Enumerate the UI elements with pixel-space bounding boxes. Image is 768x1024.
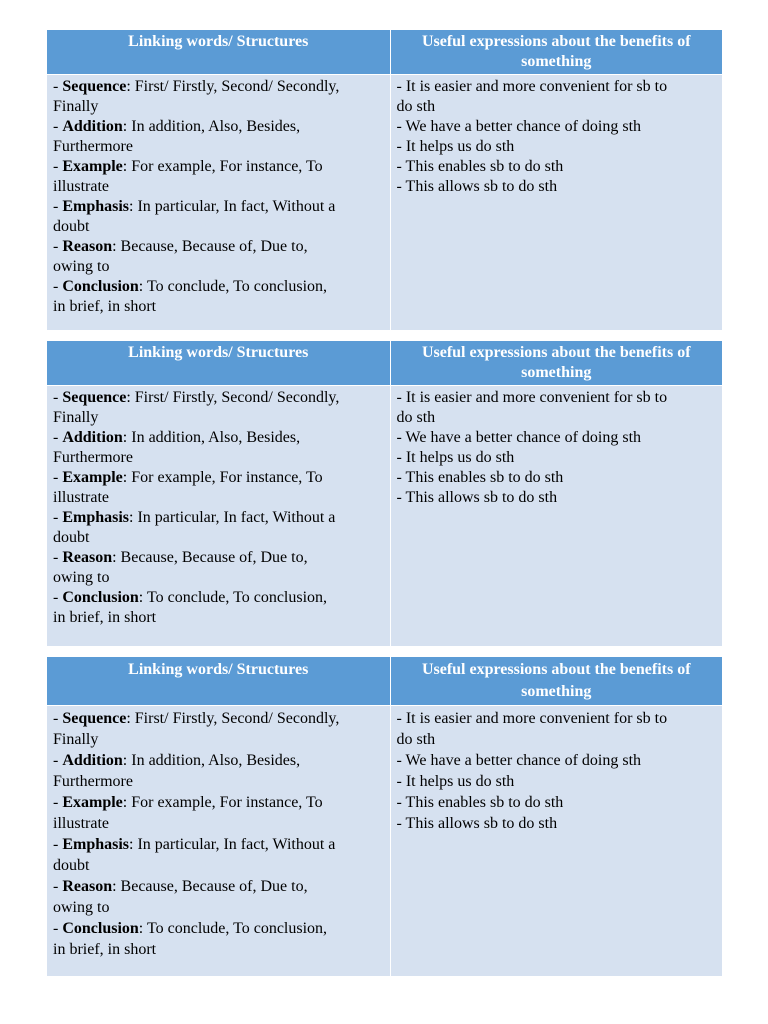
- example-examples: : For example, For instance, To: [122, 158, 323, 175]
- reason-examples: : Because, Because of, Due to,: [112, 878, 308, 895]
- expression-helps: - It helps us do sth: [396, 138, 515, 155]
- expression-easier: - It is easier and more convenient for sb to: [396, 389, 668, 406]
- table-row: [47, 75, 722, 331]
- addition-line: [53, 750, 384, 771]
- addition-examples: : In addition, Also, Besides,: [122, 752, 301, 769]
- table-header-row: [47, 30, 722, 75]
- example-line: [53, 157, 384, 177]
- reason-examples-cont: owing to: [53, 569, 110, 586]
- term-emphasis: Emphasis: [62, 198, 130, 215]
- example-examples: : For example, For instance, To: [122, 794, 323, 811]
- expression-enables: - This enables sb to do sth: [396, 794, 564, 811]
- reason-line: [53, 876, 384, 897]
- example-examples-cont: illustrate: [53, 489, 109, 506]
- emphasis-line: [53, 508, 384, 528]
- expression-easier: - It is easier and more convenient for sb to: [396, 710, 668, 727]
- term-addition: Addition: [62, 752, 123, 769]
- emphasis-examples-cont: doubt: [53, 529, 90, 546]
- conclusion-line: [53, 588, 384, 608]
- term-sequence: Sequence: [62, 389, 127, 406]
- table-header-row: [47, 657, 722, 706]
- term-sequence: Sequence: [62, 78, 127, 95]
- emphasis-examples-cont: doubt: [53, 218, 90, 235]
- header-linking-words: Linking words/ Structures: [47, 341, 390, 386]
- addition-examples: : In addition, Also, Besides,: [122, 118, 301, 135]
- expression-enables: - This enables sb to do sth: [396, 158, 564, 175]
- term-conclusion: Conclusion: [62, 589, 139, 606]
- expression-easier: - It is easier and more convenient for sb to: [396, 78, 668, 95]
- addition-examples: : In addition, Also, Besides,: [122, 429, 301, 446]
- dash: -: [53, 836, 63, 853]
- sequence-examples: : First/ Firstly, Second/ Secondly,: [126, 389, 340, 406]
- dash: -: [53, 78, 63, 95]
- expression-easier-cont: do sth: [396, 731, 436, 748]
- addition-line: [53, 117, 384, 137]
- useful-expressions-cell: [390, 386, 722, 647]
- example-examples: : For example, For instance, To: [122, 469, 323, 486]
- addition-examples-cont: Furthermore: [53, 138, 133, 155]
- emphasis-examples-cont: doubt: [53, 857, 90, 874]
- expression-helps: - It helps us do sth: [396, 449, 515, 466]
- term-addition: Addition: [62, 118, 123, 135]
- expression-helps: - It helps us do sth: [396, 773, 515, 790]
- term-conclusion: Conclusion: [62, 278, 139, 295]
- example-examples-cont: illustrate: [53, 178, 109, 195]
- header-linking-words: Linking words/ Structures: [47, 30, 390, 75]
- sequence-examples: : First/ Firstly, Second/ Secondly,: [126, 78, 340, 95]
- dash: -: [53, 878, 63, 895]
- useful-expressions-cell: [390, 706, 722, 977]
- table-row: [47, 706, 722, 977]
- header-useful-expressions: Useful expressions about the benefits of something: [390, 341, 722, 386]
- table-header-row: [47, 341, 722, 386]
- linking-words-table-2: [47, 341, 722, 646]
- reason-examples: : Because, Because of, Due to,: [112, 549, 308, 566]
- useful-expressions-cell: [390, 75, 722, 331]
- header-useful-expressions: Useful expressions about the benefits of something: [390, 657, 722, 706]
- table-row: [47, 386, 722, 647]
- reason-examples-cont: owing to: [53, 258, 110, 275]
- expression-allows: - This allows sb to do sth: [396, 815, 558, 832]
- example-examples-cont: illustrate: [53, 815, 109, 832]
- linking-words-cell: [47, 386, 390, 647]
- dash: -: [53, 920, 63, 937]
- expression-easier-cont: do sth: [396, 98, 436, 115]
- term-example: Example: [62, 158, 123, 175]
- reason-line: [53, 548, 384, 568]
- dash: -: [53, 198, 63, 215]
- expression-enables: - This enables sb to do sth: [396, 469, 564, 486]
- linking-words-cell: [47, 706, 390, 977]
- linking-words-table-1: [47, 30, 722, 330]
- dash: -: [53, 118, 63, 135]
- term-example: Example: [62, 469, 123, 486]
- dash: -: [53, 549, 63, 566]
- term-reason: Reason: [62, 549, 113, 566]
- term-example: Example: [62, 794, 123, 811]
- expression-better-chance: - We have a better chance of doing sth: [396, 118, 642, 135]
- emphasis-examples: : In particular, In fact, Without a: [129, 509, 336, 526]
- term-emphasis: Emphasis: [62, 836, 130, 853]
- emphasis-examples: : In particular, In fact, Without a: [129, 836, 336, 853]
- emphasis-line: [53, 834, 384, 855]
- dash: -: [53, 238, 63, 255]
- dash: -: [53, 710, 63, 727]
- sequence-line: [53, 77, 384, 97]
- addition-examples-cont: Furthermore: [53, 773, 133, 790]
- conclusion-examples-cont: in brief, in short: [53, 298, 157, 315]
- example-line: [53, 792, 384, 813]
- term-reason: Reason: [62, 238, 113, 255]
- dash: -: [53, 158, 63, 175]
- expression-allows: - This allows sb to do sth: [396, 489, 558, 506]
- dash: -: [53, 429, 63, 446]
- term-reason: Reason: [62, 878, 113, 895]
- sequence-line: [53, 388, 384, 408]
- dash: -: [53, 469, 63, 486]
- conclusion-examples-cont: in brief, in short: [53, 941, 157, 958]
- emphasis-line: [53, 197, 384, 217]
- dash: -: [53, 278, 63, 295]
- conclusion-examples: : To conclude, To conclusion,: [138, 278, 328, 295]
- sequence-examples-cont: Finally: [53, 731, 99, 748]
- dash: -: [53, 752, 63, 769]
- dash: -: [53, 589, 63, 606]
- sequence-line: [53, 708, 384, 729]
- sequence-examples-cont: Finally: [53, 98, 99, 115]
- linking-words-table-3: [47, 657, 722, 976]
- dash: -: [53, 794, 63, 811]
- reason-examples: : Because, Because of, Due to,: [112, 238, 308, 255]
- addition-examples-cont: Furthermore: [53, 449, 133, 466]
- header-linking-words: Linking words/ Structures: [47, 657, 390, 706]
- conclusion-examples: : To conclude, To conclusion,: [138, 920, 328, 937]
- header-useful-expressions: Useful expressions about the benefits of something: [390, 30, 722, 75]
- example-line: [53, 468, 384, 488]
- dash: -: [53, 389, 63, 406]
- conclusion-line: [53, 918, 384, 939]
- term-sequence: Sequence: [62, 710, 127, 727]
- expression-better-chance: - We have a better chance of doing sth: [396, 752, 642, 769]
- linking-words-cell: [47, 75, 390, 331]
- addition-line: [53, 428, 384, 448]
- sequence-examples: : First/ Firstly, Second/ Secondly,: [126, 710, 340, 727]
- expression-easier-cont: do sth: [396, 409, 436, 426]
- reason-examples-cont: owing to: [53, 899, 110, 916]
- expression-allows: - This allows sb to do sth: [396, 178, 558, 195]
- reason-line: [53, 237, 384, 257]
- dash: -: [53, 509, 63, 526]
- conclusion-line: [53, 277, 384, 297]
- emphasis-examples: : In particular, In fact, Without a: [129, 198, 336, 215]
- term-emphasis: Emphasis: [62, 509, 130, 526]
- term-addition: Addition: [62, 429, 123, 446]
- expression-better-chance: - We have a better chance of doing sth: [396, 429, 642, 446]
- conclusion-examples-cont: in brief, in short: [53, 609, 157, 626]
- sequence-examples-cont: Finally: [53, 409, 99, 426]
- term-conclusion: Conclusion: [62, 920, 139, 937]
- conclusion-examples: : To conclude, To conclusion,: [138, 589, 328, 606]
